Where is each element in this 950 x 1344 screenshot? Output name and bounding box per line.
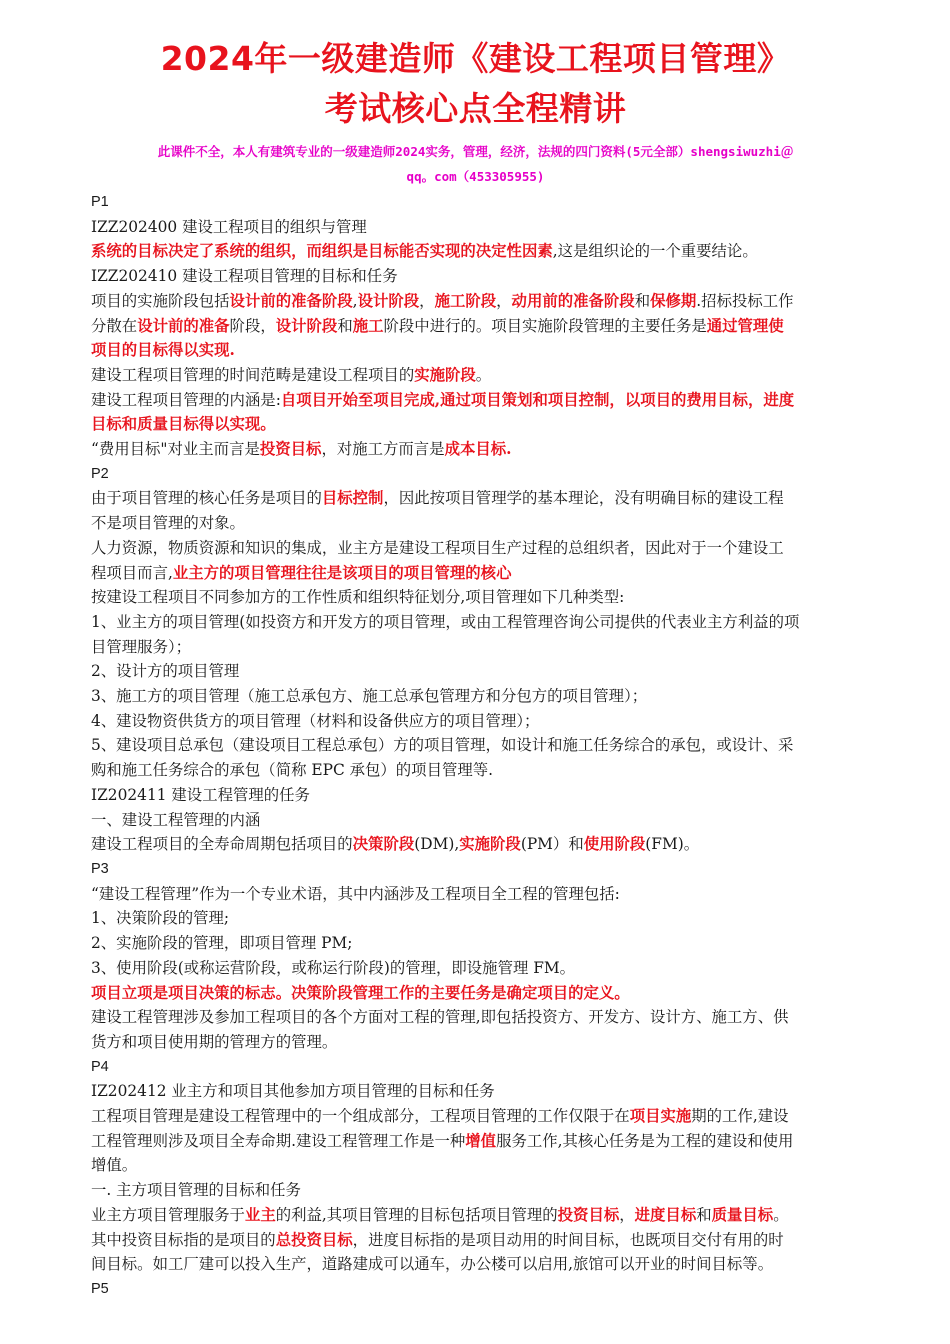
page-marker (91, 190, 860, 215)
highlighted-text: 自项目开始至项目完成,通过项目策划和项目控制，以项目的费用目标，进度 (280, 390, 795, 409)
highlighted-text: 项目立项是项目决策的标志。决策阶段管理工作的主要任务是确定项目的定义。 (91, 983, 630, 1002)
text-segment: .招标投标工作 (696, 291, 794, 310)
text-line (91, 1153, 860, 1178)
text-segment: 不是项目管理的对象。 (91, 514, 245, 533)
text-line (91, 1104, 860, 1129)
text-line (91, 486, 860, 511)
text-line (91, 1030, 860, 1055)
text-line (91, 882, 860, 907)
text-segment: 一、建设工程管理的内涵 (91, 810, 261, 829)
text-segment: 程项目而言, (91, 563, 173, 582)
text-line (91, 709, 860, 734)
highlighted-text: 设计前的准备 (137, 316, 230, 335)
text-segment: “建设工程管理”作为一个专业术语，其中内涵涉及工程项目全工程的管理包括: (91, 884, 620, 903)
text-segment: 3、使用阶段(或称运营阶段，或称运行阶段)的管理，即设施管理 FM。 (91, 958, 576, 977)
text-line (91, 1203, 860, 1228)
highlighted-text: 设计阶段 (275, 316, 338, 335)
highlighted-text: 施工 (352, 316, 384, 335)
text-segment: 建设工程项目管理的时间范畴是建设工程项目的 (91, 365, 415, 384)
text-segment: 一. 主方项目管理的目标和任务 (91, 1181, 301, 1200)
notice-line1: 此课件不全，本人有建筑专业的一级建造师2024实务，管理，经济，法规的四门资料(5元全部）shengsiwuzhi＠ (157, 144, 794, 159)
highlighted-text: 施工阶段 (434, 291, 497, 310)
text-segment: IZ202412 业主方和项目其他参加方项目管理的目标和任务 (91, 1082, 495, 1101)
text-line (91, 1005, 860, 1030)
page-marker (91, 1055, 860, 1080)
highlighted-text: 目标和质量目标得以实现。 (91, 415, 276, 434)
text-line (91, 338, 860, 363)
text-segment: 和 (337, 316, 353, 335)
highlighted-text: 设计前的准备阶段 (229, 291, 353, 310)
text-line (91, 758, 860, 783)
highlighted-text: 设计阶段 (357, 291, 420, 310)
text-line (91, 1079, 860, 1104)
document-title-line1: 2024年一级建造师《建设工程项目管理》 (160, 39, 791, 78)
text-segment: 阶段， (229, 316, 276, 335)
text-segment: 4、建设物资供货方的项目管理（材料和设备供应方的项目管理）； (91, 711, 540, 730)
text-line (91, 289, 860, 314)
highlighted-text: 目标控制 (321, 489, 384, 508)
highlighted-text: 增值 (465, 1131, 497, 1150)
text-line (91, 832, 860, 857)
text-line (91, 783, 860, 808)
highlighted-text: 系统的目标决定了系统的组织，而组织是目标能否实现的决定性因素 (91, 242, 553, 261)
text-line (91, 437, 860, 462)
text-line (91, 239, 860, 264)
page-marker (91, 857, 860, 882)
document-body (91, 190, 860, 1302)
text-segment: 项目的实施阶段包括 (91, 291, 230, 310)
text-line (91, 561, 860, 586)
page-marker (91, 462, 860, 487)
text-segment: 业主方项目管理服务于 (91, 1205, 245, 1224)
text-segment: IZZ202410 建设工程项目管理的目标和任务 (91, 267, 398, 286)
text-segment: 人力资源，物质资源和知识的集成，业主方是建设工程项目生产过程的总组织者，因此对于一个建设工 (91, 538, 784, 557)
text-line (91, 906, 860, 931)
text-segment: P4 (91, 1058, 109, 1075)
text-line (91, 808, 860, 833)
text-line (91, 981, 860, 1006)
text-line (91, 215, 860, 240)
text-line (91, 684, 860, 709)
text-segment: 2、设计方的项目管理 (91, 662, 240, 681)
text-segment: 5、建设项目总承包（建设项目工程总承包）方的项目管理，如设计和施工任务综合的承包，或设计、采 (91, 736, 794, 755)
text-segment: 和 (696, 1205, 712, 1224)
highlighted-text: 保修期 (650, 291, 697, 310)
text-line (91, 635, 860, 660)
text-segment: 间目标。如工厂建可以投入生产，道路建成可以通车，办公楼可以启用,旅馆可以开业的时间目标等。 (91, 1255, 774, 1274)
text-line (91, 536, 860, 561)
highlighted-text: 动用前的准备阶段 (511, 291, 635, 310)
text-segment: 建设工程管理涉及参加工程项目的各个方面对工程的管理,即包括投资方、开发方、设计方、施工方、供 (91, 1008, 789, 1027)
highlighted-text: 业主方的项目管理往往是该项目的项目管理的核心 (172, 563, 512, 582)
text-line (91, 511, 860, 536)
highlighted-text: 实施阶段 (459, 835, 521, 854)
text-line (91, 659, 860, 684)
text-segment: , (352, 291, 358, 310)
text-segment: 工程项目管理是建设工程管理中的一个组成部分，工程项目管理的工作仅限于在 (91, 1107, 630, 1126)
highlighted-text: 实施阶段 (414, 365, 476, 384)
text-segment: (FM)。 (645, 835, 700, 854)
text-line (91, 363, 860, 388)
text-line (91, 733, 860, 758)
text-segment: P2 (91, 465, 109, 482)
text-line (91, 314, 860, 339)
text-line (91, 412, 860, 437)
text-segment: 货方和项目使用期的管理方的管理。 (91, 1032, 338, 1051)
text-segment: 的利益,其项目管理的目标包括项目管理的 (275, 1205, 558, 1224)
text-line (91, 1252, 860, 1277)
text-line (91, 585, 860, 610)
highlighted-text: 进度目标 (634, 1205, 697, 1224)
text-segment: 由于项目管理的核心任务是项目的 (91, 489, 322, 508)
text-segment: 1、业主方的项目管理(如投资方和开发方的项目管理，或由工程管理咨询公司提供的代表业主方利益的项 (91, 612, 800, 631)
text-segment: 和 (634, 291, 651, 310)
text-line (91, 931, 860, 956)
page-marker (91, 1277, 860, 1302)
text-segment: ， (496, 291, 512, 310)
highlighted-text: 投资目标 (259, 440, 322, 459)
text-segment: 期的工作,建设 (691, 1107, 789, 1126)
text-segment: 2、实施阶段的管理，即项目管理 PM; (91, 934, 353, 953)
text-segment: IZZ202400 建设工程项目的组织与管理 (91, 217, 367, 236)
highlighted-text: 使用阶段 (583, 835, 646, 854)
highlighted-text: 项目实施 (629, 1107, 692, 1126)
highlighted-text: 业主 (244, 1205, 276, 1224)
text-segment: P3 (91, 860, 109, 877)
highlighted-text: 投资目标 (557, 1205, 620, 1224)
text-segment: ， (619, 1205, 635, 1224)
highlighted-text: 决策阶段 (352, 835, 415, 854)
text-segment: 服务工作,其核心任务是为工程的建设和使用 (496, 1131, 794, 1150)
text-segment: 1、决策阶段的管理; (91, 909, 230, 928)
text-segment: P5 (91, 1280, 109, 1297)
text-segment: ，因此按项目管理学的基本理论，没有明确目标的建设工程 (383, 489, 784, 508)
highlighted-text: 总投资目标 (275, 1230, 353, 1249)
document-title-line2: 考试核心点全程精讲 (324, 89, 627, 128)
text-line (91, 1178, 860, 1203)
text-segment: (DM), (414, 835, 460, 854)
text-segment: 增值。 (91, 1156, 138, 1175)
text-line (91, 610, 860, 635)
highlighted-text: 成本目标. (444, 440, 512, 459)
text-segment: 阶段中进行的。项目实施阶段管理的主要任务是 (383, 316, 707, 335)
text-line (91, 956, 860, 981)
text-segment: (PM）和 (520, 835, 584, 854)
text-segment: 。 (773, 1205, 789, 1224)
text-segment: ,这是组织论的一个重要结论。 (552, 242, 758, 261)
text-segment: P1 (91, 194, 109, 210)
text-segment: 目管理服务）； (91, 637, 192, 656)
text-segment: 购和施工任务综合的承包（简称 EPC 承包）的项目管理等. (91, 761, 494, 780)
text-segment: 其中投资目标指的是项目的 (91, 1230, 276, 1249)
text-segment: IZ202411 建设工程管理的任务 (91, 785, 310, 804)
text-line (91, 264, 860, 289)
text-segment: “费用目标"对业主而言是 (91, 440, 260, 459)
text-segment: 工程管理则涉及项目全寿命期.建设工程管理工作是一种 (91, 1131, 466, 1150)
text-segment: 3、施工方的项目管理（施工总承包方、施工总承包管理方和分包方的项目管理）； (91, 687, 648, 706)
text-segment: 建设工程项目的全寿命周期包括项目的 (91, 835, 353, 854)
text-segment: 分散在 (91, 316, 138, 335)
text-line (91, 1129, 860, 1154)
text-segment: ， (419, 291, 435, 310)
highlighted-text: 通过管理使 (706, 316, 784, 335)
text-segment: 。 (475, 365, 492, 384)
text-segment: ，进度目标指的是项目动用的时间目标，也既项目交付有用的时 (352, 1230, 784, 1249)
text-line (91, 388, 860, 413)
text-segment: 建设工程项目管理的内涵是: (91, 390, 281, 409)
highlighted-text: 质量目标 (711, 1205, 774, 1224)
notice-line2: qq。com（453305955) (406, 169, 545, 184)
text-segment: 按建设工程项目不同参加方的工作性质和组织特征划分,项目管理如下几种类型: (91, 588, 625, 607)
highlighted-text: 项目的目标得以实现. (91, 341, 235, 360)
text-line (91, 1228, 860, 1253)
text-segment: ，对施工方而言是 (321, 440, 445, 459)
